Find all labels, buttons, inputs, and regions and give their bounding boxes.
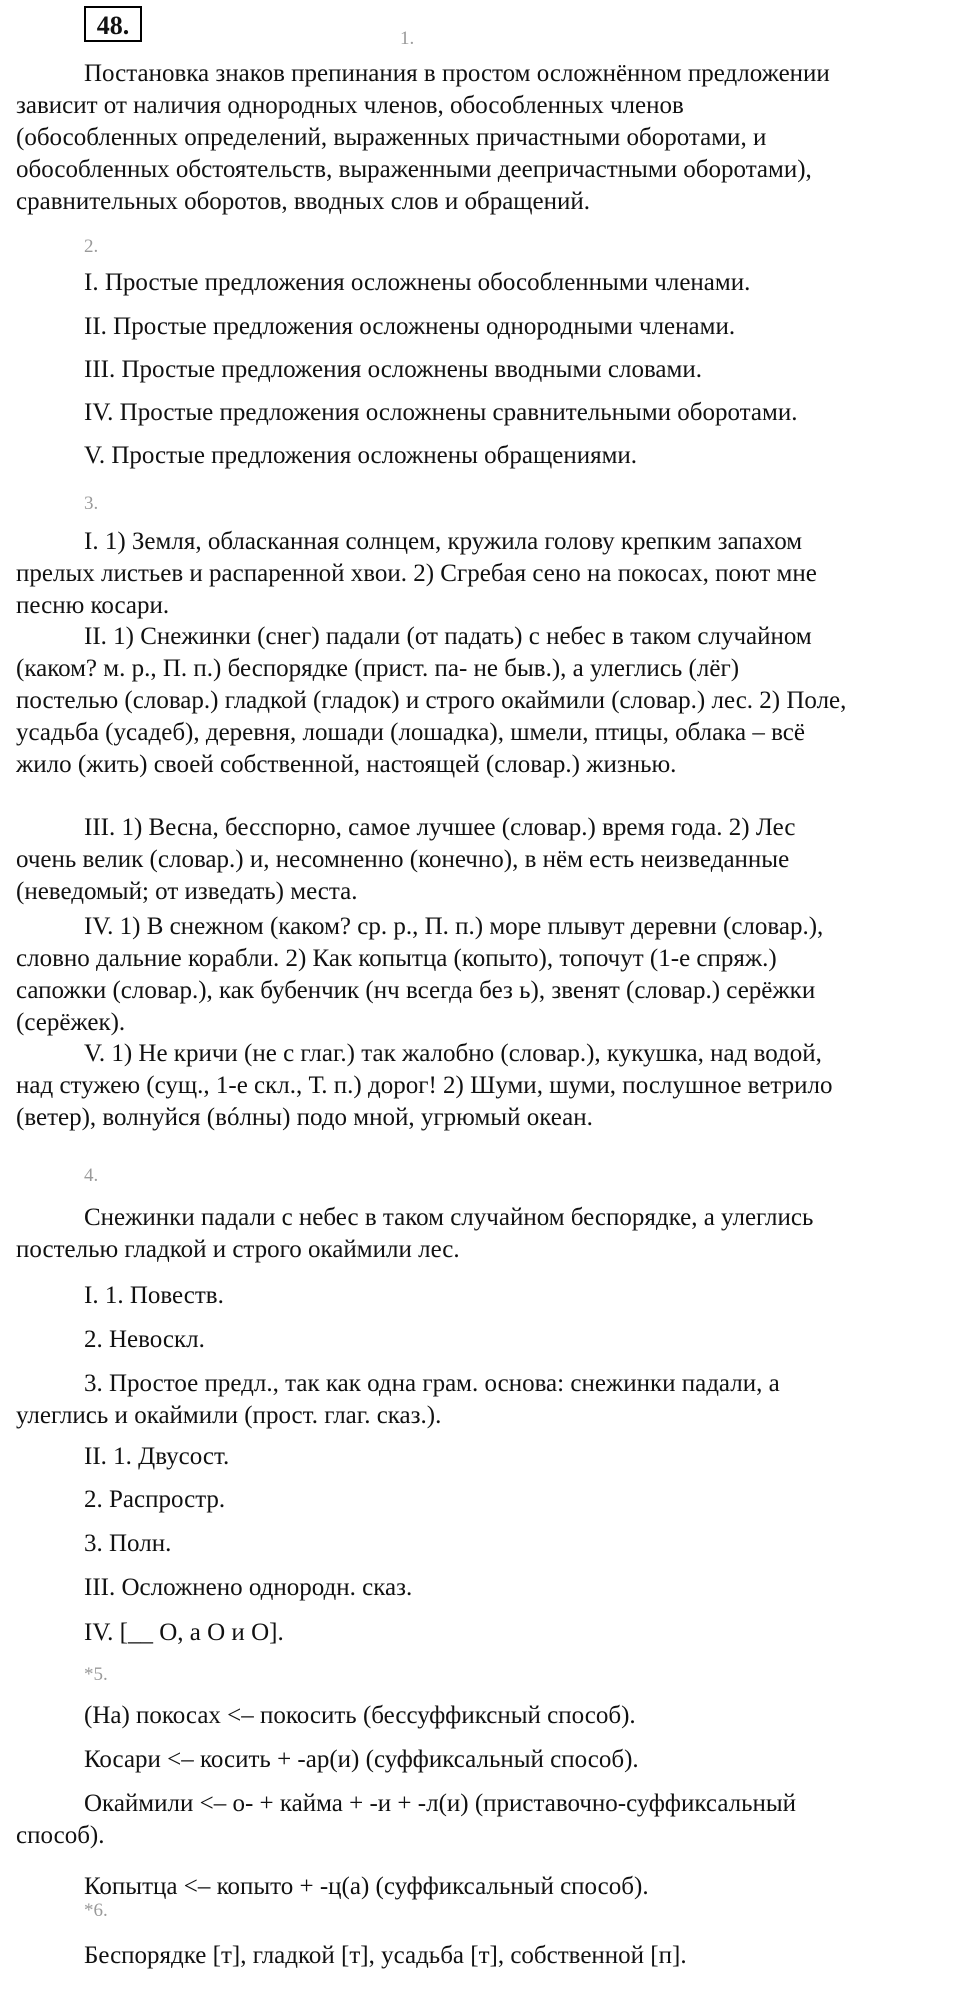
text-line: Беспорядке [т], гладкой [т], усадьба [т], собственной [п]. [84, 1942, 687, 1969]
section-number: *5. [84, 1664, 108, 1685]
text-line: I. 1) Земля, обласканная солнцем, кружила голову крепким запахом [84, 528, 803, 555]
text-line: Косари <– косить + -ар(и) (суффиксальный способ). [84, 1746, 639, 1773]
task-number-box: 48. [84, 6, 142, 42]
text-line: (На) покосах <– покосить (бессуффиксный способ). [84, 1702, 636, 1729]
text-line: I. Простые предложения осложнены обособленными членами. [84, 269, 751, 296]
text-line: II. 1) Снежинки (снег) падали (от падать) с небес в таком случайном [84, 623, 812, 650]
text-line: очень велик (словар.) и, несомненно (конечно), в нём есть неизведанные [16, 846, 790, 873]
text-line: II. 1. Двусост. [84, 1443, 230, 1470]
text-line: (неведомый; от изведать) места. [16, 878, 358, 905]
section-number: 3. [84, 493, 99, 514]
section-number: 1. [400, 28, 415, 49]
text-line: IV. [__ О, а О и О]. [84, 1619, 284, 1646]
text-line: Копытца <– копыто + -ц(а) (суффиксальный способ). [84, 1873, 649, 1900]
text-line: прелых листьев и распаренной хвои. 2) Сгребая сено на покосах, поют мне [16, 560, 817, 587]
text-line: усадьба (усадеб), деревня, лошади (лошадка), шмели, птицы, облака – всё [16, 719, 805, 746]
text-line: V. Простые предложения осложнены обращениями. [84, 442, 638, 469]
text-line: (серёжек). [16, 1009, 126, 1036]
text-line: песню косари. [16, 592, 170, 619]
text-line: сравнительных оборотов, вводных слов и обращений. [16, 188, 591, 215]
text-line: V. 1) Не кричи (не с глаг.) так жалобно (словар.), кукушка, над водой, [84, 1040, 822, 1067]
text-line: обособленных обстоятельств, выраженными деепричастными оборотами), [16, 156, 812, 183]
text-line: I. 1. Повеств. [84, 1282, 224, 1309]
text-line: IV. 1) В снежном (каком? ср. р., П. п.) море плывут деревни (словар.), [84, 913, 824, 940]
text-line: (каком? м. р., П. п.) беспорядке (прист. па- не быв.), а улеглись (лёг) [16, 655, 740, 682]
section-number: 4. [84, 1165, 99, 1186]
text-line: Окаймили <– о- + кайма + -и + -л(и) (приставочно-суффиксальный [84, 1790, 797, 1817]
text-line: (обособленных определений, выраженных причастными оборотами, и [16, 124, 767, 151]
text-line: над стужею (сущ., 1-е скл., Т. п.) дорог! 2) Шуми, шуми, послушное ветрило [16, 1072, 833, 1099]
text-line: Снежинки падали с небес в таком случайном беспорядке, а улеглись [84, 1204, 814, 1231]
text-line: жило (жить) своей собственной, настоящей (словар.) жизнью. [16, 751, 677, 778]
text-line: III. Простые предложения осложнены вводными словами. [84, 356, 702, 383]
text-line: постелью (словар.) гладкой (гладок) и строго окаймили (словар.) лес. 2) Поле, [16, 687, 847, 714]
text-line: 2. Распростр. [84, 1486, 226, 1513]
text-line: словно дальние корабли. 2) Как копытца (копыто), топочут (1-е спряж.) [16, 945, 777, 972]
text-line: постелью гладкой и строго окаймили лес. [16, 1236, 460, 1263]
text-line: 2. Невоскл. [84, 1326, 205, 1353]
text-line: улеглись и окаймили (прост. глаг. сказ.). [16, 1402, 442, 1429]
text-line: IV. Простые предложения осложнены сравнительными оборотами. [84, 399, 798, 426]
text-line: зависит от наличия однородных членов, обособленных членов [16, 92, 684, 119]
text-line: 3. Простое предл., так как одна грам. основа: снежинки падали, а [84, 1370, 780, 1397]
text-line: (ветер), волнуйся (вóлны) подо мной, угрюмый океан. [16, 1104, 593, 1131]
text-line: III. Осложнено однородн. сказ. [84, 1574, 413, 1601]
text-line: сапожки (словар.), как бубенчик (нч всегда без ь), звенят (словар.) серёжки [16, 977, 816, 1004]
text-line: II. Простые предложения осложнены однородными членами. [84, 313, 736, 340]
text-line: III. 1) Весна, бесспорно, самое лучшее (словар.) время года. 2) Лес [84, 814, 796, 841]
section-number: *6. [84, 1900, 108, 1921]
section-number: 2. [84, 236, 99, 257]
text-line: 3. Полн. [84, 1530, 172, 1557]
text-line: способ). [16, 1822, 105, 1849]
text-line: Постановка знаков препинания в простом осложнённом предложении [84, 60, 830, 87]
